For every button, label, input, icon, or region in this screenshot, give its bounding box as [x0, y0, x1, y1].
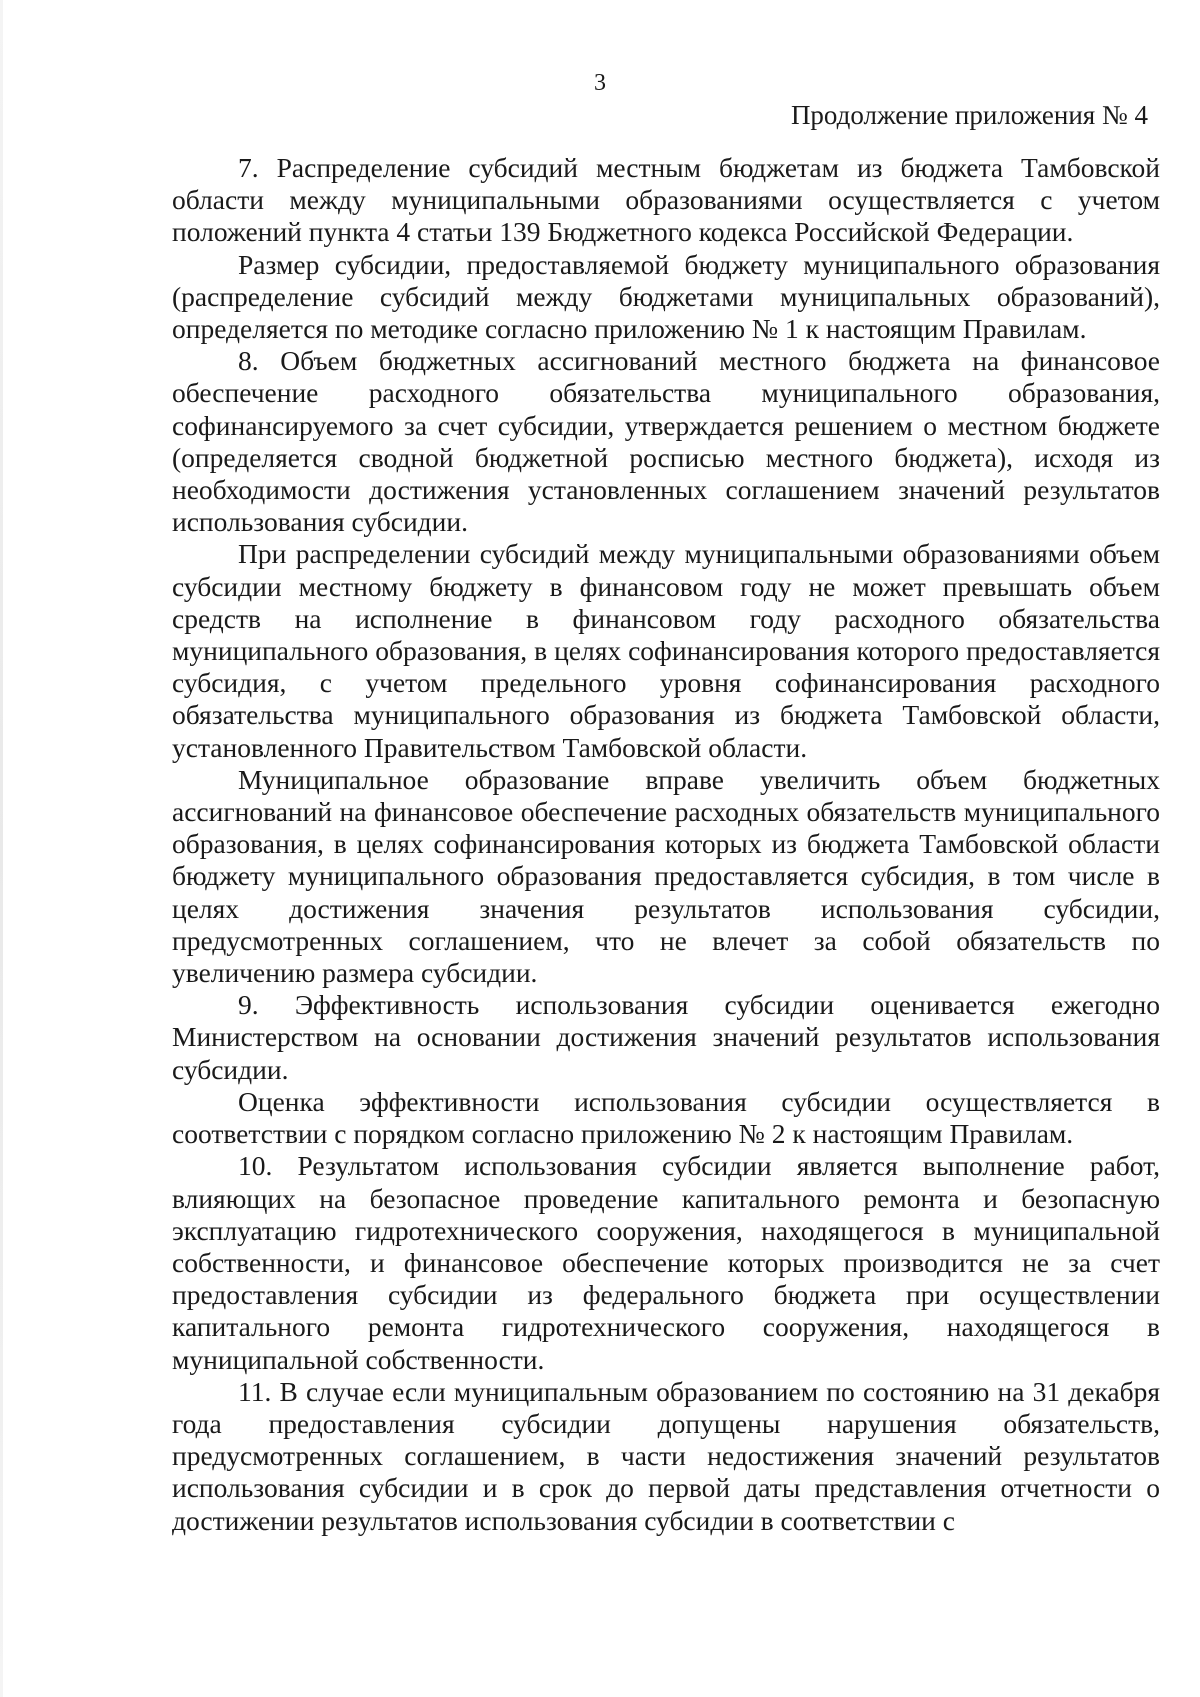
paragraph: 7. Распределение субсидий местным бюджетам из бюджета Тамбовской области между муниципальными образованиями осуществляется с учетом положений пункта 4 статьи 139 Бюджетного кодекса Российской Федерации. [172, 152, 1160, 248]
appendix-continuation-note: Продолжение приложения № 4 [790, 100, 1148, 130]
paragraph: 11. В случае если муниципальным образованием по состоянию на 31 декабря года предоставления субсидии допущены нарушения обязательств, предусмотренных соглашением, в части недостижения значений результатов использования субсидии и в срок до первой даты представления отчетности о достижении результатов использования субсидии в соответствии с [172, 1375, 1160, 1536]
paragraph: Оценка эффективности использования субсидии осуществляется в соответствии с порядком согласно приложению № 2 к настоящим Правилам. [172, 1085, 1160, 1150]
paragraph: 9. Эффективность использования субсидии оценивается ежегодно Министерством на основании достижения значений результатов использования субсидии. [172, 989, 1160, 1085]
page-number: 3 [594, 70, 606, 96]
scan-edge [0, 0, 3, 1697]
paragraph: Муниципальное образование вправе увеличить объем бюджетных ассигнований на финансовое обеспечение расходных обязательств муниципального образования, в целях софинансирования которых из бюджета Тамбовской области бюджету муниципального образования предоставляется субсидия, в том числе в целях достижения значения результатов использования субсидии, предусмотренных соглашением, что не влечет за собой обязательств по увеличению размера субсидии. [172, 763, 1160, 989]
paragraph: Размер субсидии, предоставляемой бюджету муниципального образования (распределение субсидий между бюджетами муниципальных образований), определяется по методике согласно приложению № 1 к настоящим Правилам. [172, 248, 1160, 345]
paragraph: 10. Результатом использования субсидии является выполнение работ, влияющих на безопасное проведение капитального ремонта и безопасную эксплуатацию гидротехнического сооружения, находящегося в муниципальной собственности, и финансовое обеспечение которых производится не за счет предоставления субсидии из федерального бюджета при осуществлении капитального ремонта гидротехнического сооружения, находящегося в муниципальной собственности. [172, 1150, 1160, 1375]
paragraph: При распределении субсидий между муниципальными образованиями объем субсидии местному бюджету в финансовом году не может превышать объем средств на исполнение в финансовом году расходного обязательства муниципального образования, в целях софинансирования которого предоставляется субсидия, с учетом предельного уровня софинансирования расходного обязательства муниципального образования из бюджета Тамбовской области, установленного Правительством Тамбовской области. [172, 538, 1160, 763]
paragraph: 8. Объем бюджетных ассигнований местного бюджета на финансовое обеспечение расходного обязательства муниципального образования, софинансируемого за счет субсидии, утверждается решением о местном бюджете (определяется сводной бюджетной росписью местного бюджета), исходя из необходимости достижения установленных соглашением значений результатов использования субсидии. [172, 345, 1160, 538]
document-body [172, 152, 1160, 1537]
